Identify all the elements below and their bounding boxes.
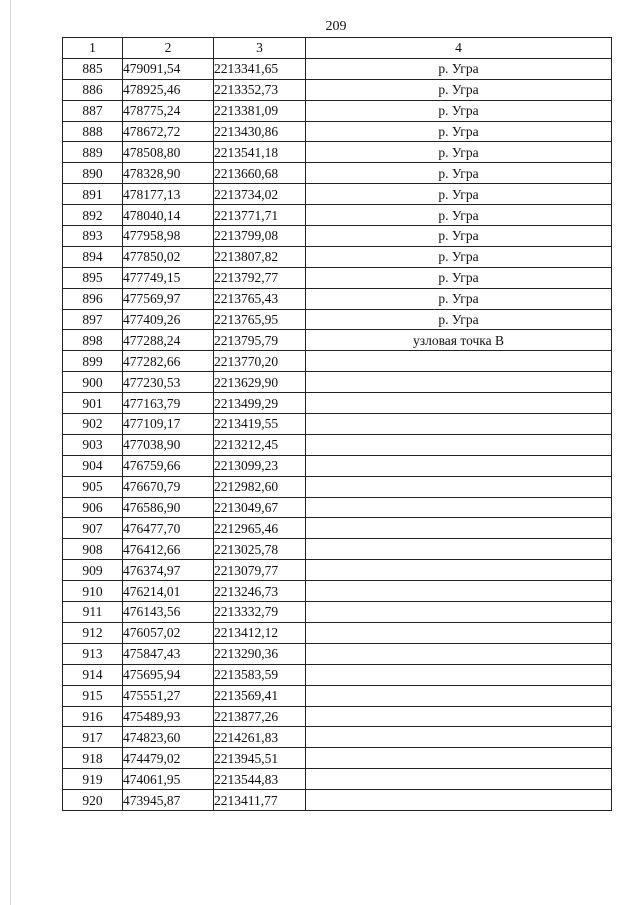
coordinate-x-cell: 476374,97 [123,560,214,581]
description-cell [306,497,612,518]
table-row [63,79,612,100]
coordinate-y-cell: 2213541,18 [214,142,306,163]
coordinate-y-cell: 2213049,67 [214,497,306,518]
point-number-cell: 917 [63,727,123,748]
coordinate-y-cell: 2213412,12 [214,622,306,643]
table-row [63,309,612,330]
point-number-cell: 905 [63,476,123,497]
point-number-cell: 889 [63,142,123,163]
column-header-4: 4 [306,38,612,59]
point-number-cell: 893 [63,226,123,247]
point-number-cell: 906 [63,497,123,518]
point-number-cell: 919 [63,769,123,790]
point-number-cell: 916 [63,706,123,727]
column-header-2: 2 [123,38,214,59]
table-row [63,769,612,790]
table-row [63,518,612,539]
point-number-cell: 912 [63,622,123,643]
coordinate-x-cell: 478040,14 [123,205,214,226]
table-row [63,372,612,393]
table-row [63,497,612,518]
point-number-cell: 911 [63,602,123,623]
description-cell [306,602,612,623]
coordinate-y-cell: 2213807,82 [214,246,306,267]
coordinate-x-cell: 477850,02 [123,246,214,267]
scan-margin-line [10,0,11,905]
coordinate-x-cell: 476586,90 [123,497,214,518]
coordinate-x-cell: 476143,56 [123,602,214,623]
table-row [63,539,612,560]
coordinate-x-cell: 477109,17 [123,414,214,435]
point-number-cell: 904 [63,455,123,476]
point-number-cell: 897 [63,309,123,330]
coordinate-x-cell: 478328,90 [123,163,214,184]
point-number-cell: 909 [63,560,123,581]
coordinate-y-cell: 2213660,68 [214,163,306,184]
table-row [63,163,612,184]
table-row [63,455,612,476]
table-row [63,560,612,581]
description-cell [306,539,612,560]
coordinate-x-cell: 476214,01 [123,581,214,602]
coordinate-x-cell: 477749,15 [123,267,214,288]
page-number: 209 [325,19,347,34]
description-cell: р. Угра [306,100,612,121]
point-number-cell: 894 [63,246,123,267]
table-row [63,184,612,205]
table-row [63,706,612,727]
coordinate-y-cell: 2212982,60 [214,476,306,497]
coordinate-x-cell: 476412,66 [123,539,214,560]
coordinate-x-cell: 477282,66 [123,351,214,372]
coordinate-x-cell: 479091,54 [123,58,214,79]
coordinate-y-cell: 2213332,79 [214,602,306,623]
point-number-cell: 895 [63,267,123,288]
point-number-cell: 903 [63,434,123,455]
point-number-cell: 885 [63,58,123,79]
point-number-cell: 891 [63,184,123,205]
description-cell: р. Угра [306,205,612,226]
table-row [63,142,612,163]
coordinate-x-cell: 478672,72 [123,121,214,142]
coordinate-y-cell: 2213025,78 [214,539,306,560]
description-cell: р. Угра [306,163,612,184]
table-row [63,414,612,435]
table-row [63,205,612,226]
table-row [63,246,612,267]
coordinate-y-cell: 2212965,46 [214,518,306,539]
point-number-cell: 901 [63,393,123,414]
description-cell: р. Угра [306,267,612,288]
table-row [63,685,612,706]
coordinate-y-cell: 2213771,71 [214,205,306,226]
coordinate-x-cell: 474479,02 [123,748,214,769]
table-body [63,58,612,810]
point-number-cell: 918 [63,748,123,769]
description-cell: р. Угра [306,121,612,142]
description-cell: узловая точка В [306,330,612,351]
description-cell [306,643,612,664]
point-number-cell: 887 [63,100,123,121]
point-number-cell: 910 [63,581,123,602]
description-cell: р. Угра [306,226,612,247]
table-row [63,434,612,455]
coordinate-y-cell: 2213290,36 [214,643,306,664]
coordinate-y-cell: 2213381,09 [214,100,306,121]
table-row [63,100,612,121]
point-number-cell: 915 [63,685,123,706]
description-cell [306,581,612,602]
description-cell [306,706,612,727]
coordinate-x-cell: 474823,60 [123,727,214,748]
coordinate-x-cell: 476057,02 [123,622,214,643]
coordinate-x-cell: 477288,24 [123,330,214,351]
description-cell [306,434,612,455]
coordinate-x-cell: 477409,26 [123,309,214,330]
table-row [63,790,612,811]
column-header-1: 1 [63,38,123,59]
coordinate-x-cell: 477163,79 [123,393,214,414]
table-row [63,643,612,664]
coordinate-x-cell: 478508,80 [123,142,214,163]
description-cell: р. Угра [306,309,612,330]
table-row [63,121,612,142]
coordinate-y-cell: 2213430,86 [214,121,306,142]
coordinate-y-cell: 2213765,95 [214,309,306,330]
coordinate-x-cell: 478925,46 [123,79,214,100]
description-cell [306,393,612,414]
description-cell [306,769,612,790]
coordinate-y-cell: 2213734,02 [214,184,306,205]
point-number-cell: 888 [63,121,123,142]
description-cell: р. Угра [306,142,612,163]
coordinate-y-cell: 2213770,20 [214,351,306,372]
table-row [63,748,612,769]
coordinate-x-cell: 475489,93 [123,706,214,727]
description-cell [306,685,612,706]
coordinate-x-cell: 478177,13 [123,184,214,205]
coordinate-y-cell: 2213499,29 [214,393,306,414]
description-cell [306,476,612,497]
table-header-row [63,38,612,59]
point-number-cell: 902 [63,414,123,435]
coordinate-x-cell: 477958,98 [123,226,214,247]
description-cell: р. Угра [306,288,612,309]
coordinate-x-cell: 476477,70 [123,518,214,539]
description-cell [306,372,612,393]
table-row [63,602,612,623]
point-number-cell: 896 [63,288,123,309]
coordinate-x-cell: 475847,43 [123,643,214,664]
point-number-cell: 913 [63,643,123,664]
description-cell [306,622,612,643]
coordinate-y-cell: 2213099,23 [214,455,306,476]
coordinate-y-cell: 2213411,77 [214,790,306,811]
table-row [63,351,612,372]
coordinate-x-cell: 475551,27 [123,685,214,706]
coordinate-y-cell: 2213795,79 [214,330,306,351]
coordinate-y-cell: 2213212,45 [214,434,306,455]
coordinate-y-cell: 2213352,73 [214,79,306,100]
description-cell: р. Угра [306,79,612,100]
description-cell: р. Угра [306,58,612,79]
table-row [63,393,612,414]
point-number-cell: 907 [63,518,123,539]
description-cell [306,664,612,685]
table-row [63,581,612,602]
description-cell [306,414,612,435]
point-number-cell: 914 [63,664,123,685]
table-row [63,664,612,685]
point-number-cell: 898 [63,330,123,351]
point-number-cell: 890 [63,163,123,184]
point-number-cell: 920 [63,790,123,811]
column-header-3: 3 [214,38,306,59]
description-cell [306,748,612,769]
coordinate-x-cell: 473945,87 [123,790,214,811]
table-row [63,622,612,643]
table-row [63,58,612,79]
coordinate-y-cell: 2213544,83 [214,769,306,790]
coordinate-y-cell: 2213877,26 [214,706,306,727]
point-number-cell: 908 [63,539,123,560]
description-cell [306,518,612,539]
coordinate-x-cell: 474061,95 [123,769,214,790]
coordinate-x-cell: 477569,97 [123,288,214,309]
coordinate-y-cell: 2213079,77 [214,560,306,581]
table-row [63,476,612,497]
coordinate-y-cell: 2213341,65 [214,58,306,79]
coordinate-y-cell: 2214261,83 [214,727,306,748]
coordinate-x-cell: 476759,66 [123,455,214,476]
description-cell [306,560,612,581]
description-cell: р. Угра [306,246,612,267]
coordinate-y-cell: 2213799,08 [214,226,306,247]
coordinate-y-cell: 2213945,51 [214,748,306,769]
coordinate-y-cell: 2213792,77 [214,267,306,288]
coordinate-y-cell: 2213765,43 [214,288,306,309]
coordinate-y-cell: 2213419,55 [214,414,306,435]
coordinate-x-cell: 477038,90 [123,434,214,455]
point-number-cell: 892 [63,205,123,226]
description-cell [306,790,612,811]
point-number-cell: 886 [63,79,123,100]
coordinate-x-cell: 475695,94 [123,664,214,685]
coordinate-y-cell: 2213569,41 [214,685,306,706]
coordinate-x-cell: 476670,79 [123,476,214,497]
coordinate-x-cell: 478775,24 [123,100,214,121]
table-row [63,226,612,247]
table-row [63,727,612,748]
table-row [63,288,612,309]
coordinates-table [62,37,612,811]
description-cell [306,727,612,748]
table-row [63,267,612,288]
description-cell [306,351,612,372]
coordinate-y-cell: 2213583,59 [214,664,306,685]
coordinate-y-cell: 2213629,90 [214,372,306,393]
description-cell [306,455,612,476]
point-number-cell: 899 [63,351,123,372]
coordinate-x-cell: 477230,53 [123,372,214,393]
table-row [63,330,612,351]
coordinate-y-cell: 2213246,73 [214,581,306,602]
point-number-cell: 900 [63,372,123,393]
description-cell: р. Угра [306,184,612,205]
